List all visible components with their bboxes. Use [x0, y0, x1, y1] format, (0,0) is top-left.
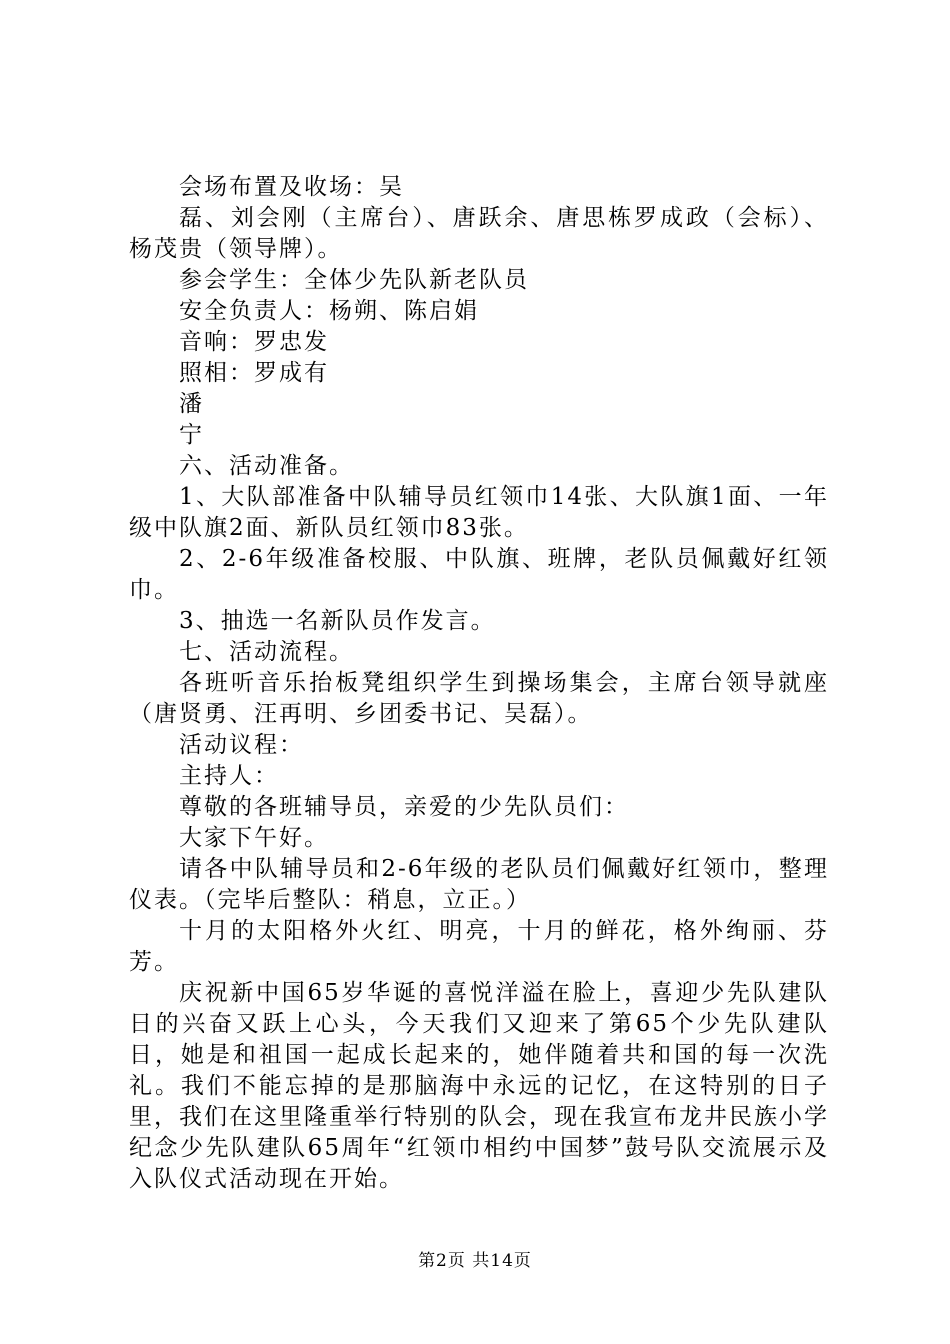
paragraph-october: 十月的太阳格外火红、明亮，十月的鲜花，格外绚丽、芬芳。	[129, 918, 829, 975]
paragraph-agenda: 活动议程：	[179, 732, 304, 758]
section-heading-preparation: 六、活动准备。	[179, 453, 354, 479]
paragraph-celebration: 庆祝新中国65岁华诞的喜悦洋溢在脸上，喜迎少先队建队日的兴奋又跃上心头，今天我们又迎来了第65个少先队建队日，她是和祖国一起成长起来的，她伴随着共和国的每一次洗礼。我们不能忘掉的是那脑海中永远的记忆，在这特别的日子里，我们在这里隆重举行特别的队会，现在我宣布龙井民族小学纪念少先队建队65周年“红领巾相约中国梦”鼓号队交流展示及入队仪式活动现在开始。	[129, 980, 829, 1192]
section-heading-process: 七、活动流程。	[179, 639, 354, 665]
page-footer: 第2页 共14页	[418, 1251, 532, 1271]
paragraph-sound: 音响：罗忠发	[179, 329, 329, 355]
paragraph-photo: 照相：罗成有	[179, 360, 329, 386]
paragraph-scarf-instruction: 请各中队辅导员和2-6年级的老队员们佩戴好红领巾，整理仪表。（完毕后整队：稍息，立正。）	[129, 856, 829, 913]
paragraph-venue-setup: 会场布置及收场：吴	[179, 174, 404, 200]
paragraph-name-ning: 宁	[179, 422, 204, 448]
paragraph-greeting: 尊敬的各班辅导员，亲爱的少先队员们：	[179, 794, 629, 820]
paragraph-host: 主持人：	[179, 763, 279, 789]
paragraph-assembly: 各班听音乐抬板凳组织学生到操场集会，主席台领导就座（唐贤勇、汪再明、乡团委书记、吴磊）。	[129, 670, 829, 727]
paragraph-participants: 参会学生：全体少先队新老队员	[179, 267, 529, 293]
paragraph-prep-1: 1、大队部准备中队辅导员红领巾14张、大队旗1面、一年级中队旗2面、新队员红领巾83张。	[129, 484, 829, 541]
paragraph-name-pan: 潘	[179, 391, 204, 417]
paragraph-venue-staff: 磊、刘会刚（主席台）、唐跃余、唐思栋罗成政（会标）、杨茂贵（领导牌）。	[129, 205, 829, 262]
paragraph-prep-2: 2、2-6年级准备校服、中队旗、班牌，老队员佩戴好红领巾。	[129, 546, 829, 603]
paragraph-safety: 安全负责人：杨朔、陈启娟	[179, 298, 479, 324]
paragraph-prep-3: 3、抽选一名新队员作发言。	[179, 608, 496, 634]
paragraph-good-afternoon: 大家下午好。	[179, 825, 329, 851]
document-body	[129, 172, 829, 1195]
